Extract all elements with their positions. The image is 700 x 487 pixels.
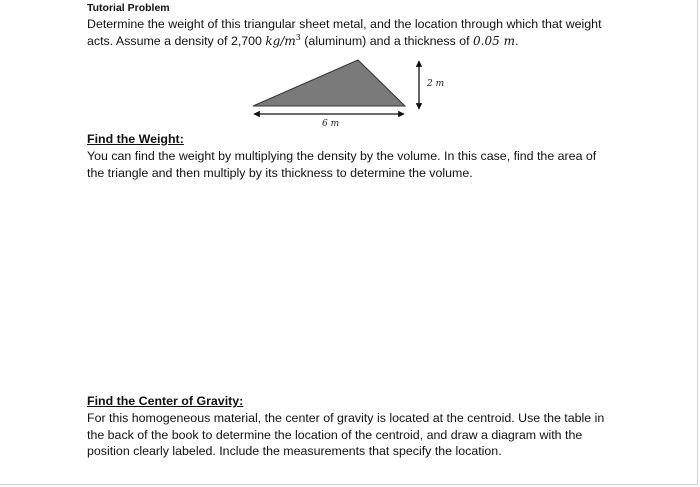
problem-line-2-mid: (aluminum) and a thickness of (300, 33, 474, 48)
triangle-figure (248, 58, 448, 133)
problem-line-2-pre: acts. Assume a density of 2,700 (87, 33, 266, 48)
find-weight-heading: Find the Weight: (87, 132, 184, 146)
base-dimension-label: 6 m (322, 119, 340, 129)
find-cog-heading: Find the Center of Gravity: (87, 394, 244, 408)
find-cog-body (87, 410, 632, 460)
thickness-value: 0.05 m (473, 33, 515, 48)
density-unit-base: kg/m (265, 33, 296, 48)
problem-line-2 (87, 33, 632, 50)
triangular-sheet (253, 60, 405, 106)
weight-line-2: the triangle and then multiply by its thickness to determine the volume. (87, 165, 473, 180)
density-unit-exponent: 3 (295, 32, 301, 42)
problem-line-2-end: . (514, 33, 519, 48)
cog-line-3: position clearly labeled. Include the measurements that specify the location. (87, 444, 502, 458)
weight-line-1: You can find the weight by multiplying the density by the volume. In this case, find the area of (87, 149, 597, 163)
problem-statement (87, 16, 632, 49)
cog-line-2: the back of the book to determine the location of the centroid, and draw a diagram with the (87, 427, 583, 442)
problem-line-1: Determine the weight of this triangular sheet metal, and the location through which that weight (87, 17, 602, 31)
height-dimension-label: 2 m (427, 79, 445, 89)
tutorial-title: Tutorial Problem (87, 2, 170, 14)
density-unit (265, 34, 300, 48)
cog-line-1: For this homogeneous material, the center of gravity is located at the centroid. Use the table in (87, 411, 605, 425)
find-weight-body (87, 148, 632, 181)
